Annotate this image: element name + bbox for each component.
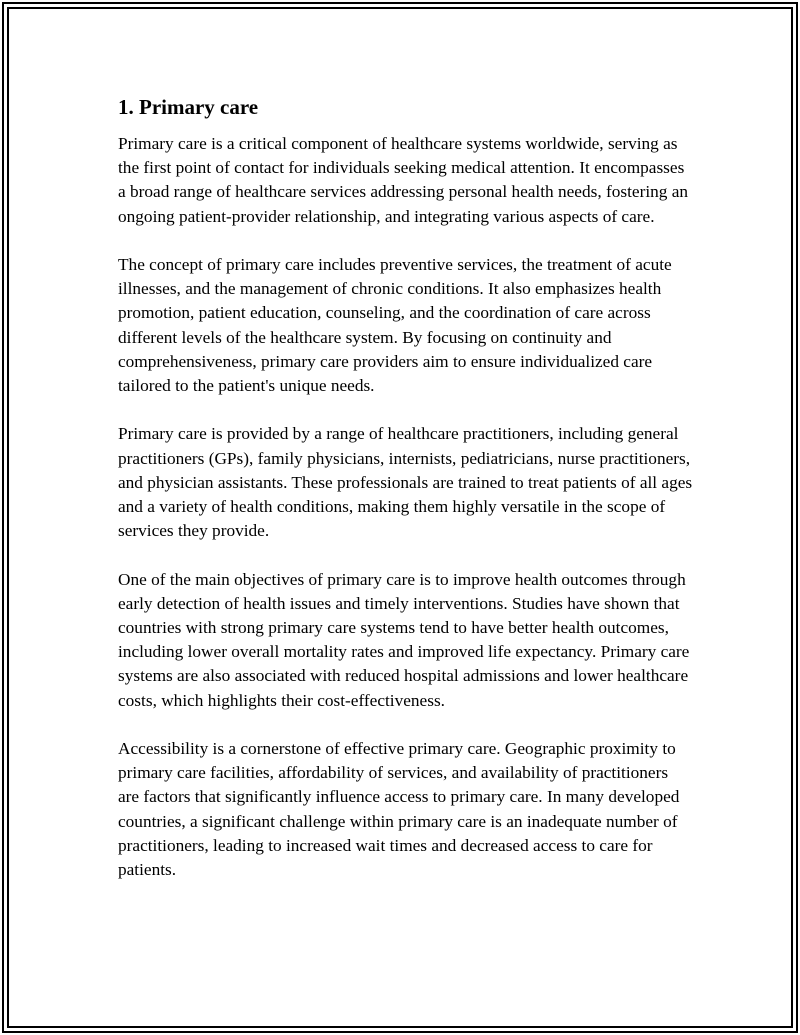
paragraph-3: Primary care is provided by a range of healthcare practitioners, including general practitioners (GPs), family physicians, internists, pediatricians, nurse practitioners, and physician assistants. These professionals are trained to treat patients of all ages and a variety of health conditions, making them highly versatile in the scope of services they provide.	[118, 424, 693, 541]
paragraph-2: The concept of primary care includes preventive services, the treatment of acute illnesses, and the management of chronic conditions. It also emphasizes health promotion, patient education, counseling, and the coordination of care across different levels of the healthcare system. By focusing on continuity and comprehensiveness, primary care providers aim to ensure individualized care tailored to the patient's unique needs.	[118, 255, 672, 396]
paragraph-1: Primary care is a critical component of healthcare systems worldwide, serving as the first point of contact for individuals seeking medical attention. It encompasses a broad range of healthcare services addressing personal health needs, fostering an ongoing patient-provider relationship, and integrating various aspects of care.	[118, 134, 689, 226]
document-body	[118, 94, 693, 906]
paragraph-5: Accessibility is a cornerstone of effective primary care. Geographic proximity to primary care facilities, affordability of services, and availability of practitioners are factors that significantly influence access to primary care. In many developed countries, a significant challenge within primary care is an inadequate number of practitioners, leading to increased wait times and decreased access to care for patients.	[118, 739, 680, 880]
section-heading: 1. Primary care	[118, 95, 259, 119]
paragraph-4: One of the main objectives of primary care is to improve health outcomes through early detection of health issues and timely interventions. Studies have shown that countries with strong primary care systems tend to have better health outcomes, including lower overall mortality rates and improved life expectancy. Primary care systems are also associated with reduced hospital admissions and lower healthcare costs, which highlights their cost-effectiveness.	[118, 569, 690, 710]
